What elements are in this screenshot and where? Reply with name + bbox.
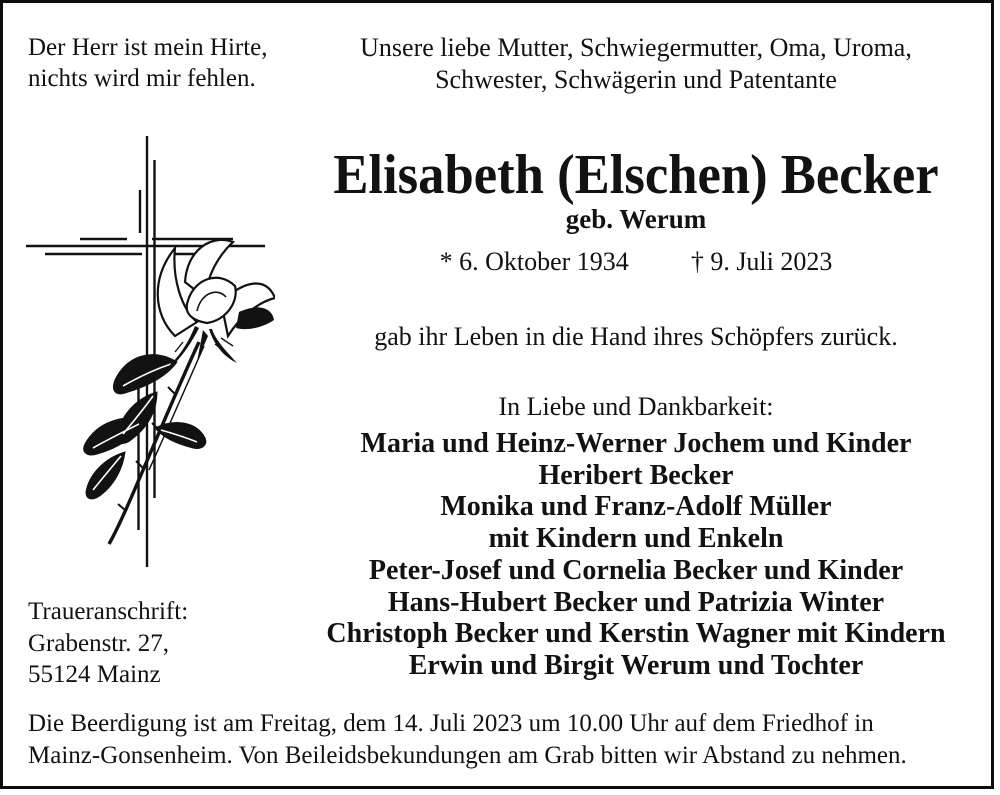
funeral-info-line2: Mainz-Gonsenheim. Von Beileidsbekundungen am Grab bitten wir Abstand zu nehmen. xyxy=(28,741,907,769)
mourner-line: Hans-Hubert Becker und Patrizia Winter xyxy=(387,586,885,618)
mourner-line: Maria und Heinz-Werner Jochem und Kinder xyxy=(360,428,912,459)
mourning-address-street: Grabenstr. 27, xyxy=(28,629,169,657)
birth-date: * 6. Oktober 1934 xyxy=(439,247,629,276)
mourning-address-city: 55124 Mainz xyxy=(28,661,161,688)
mourner-line: mit Kindern und Enkeln xyxy=(488,523,784,555)
psalm-verse-line1: Der Herr ist mein Hirte, xyxy=(28,34,268,61)
cross-and-rose-icon xyxy=(25,130,275,580)
mourning-address-label: Traueranschrift: xyxy=(28,598,189,625)
funeral-info xyxy=(28,708,978,771)
mourners-list xyxy=(295,428,977,682)
funeral-info-line1: Die Beerdigung ist am Freitag, dem 14. Juli 2023 um 10.00 Uhr auf dem Friedhof in xyxy=(28,710,874,737)
mourner-line: Erwin und Birgit Werum und Tochter xyxy=(408,649,864,681)
deceased-name-block xyxy=(305,146,967,204)
dedication-line: In Liebe und Dankbarkeit: xyxy=(498,392,774,421)
death-date: † 9. Juli 2023 xyxy=(690,247,833,276)
deceased-name: Elisabeth (Elschen) Becker xyxy=(333,144,939,206)
maiden-name: geb. Werum xyxy=(565,204,707,234)
intro-text xyxy=(305,32,967,96)
mourning-address xyxy=(28,596,188,691)
mourner-line: Christoph Becker und Kerstin Wagner mit Kindern xyxy=(326,618,946,650)
psalm-verse xyxy=(28,32,268,94)
intro-line2: Schwester, Schwägerin und Patentante xyxy=(435,65,837,94)
mourner-line: Heribert Becker xyxy=(538,459,734,491)
mourner-line: Peter-Josef und Cornelia Becker und Kinder xyxy=(368,554,904,586)
mourner-line: Monika und Franz-Adolf Müller xyxy=(440,491,832,523)
psalm-verse-line2: nichts wird mir fehlen. xyxy=(28,65,256,92)
life-dates xyxy=(305,246,967,278)
farewell-line: gab ihr Leben in die Hand ihres Schöpfers zurück. xyxy=(374,322,898,351)
intro-line1: Unsere liebe Mutter, Schwiegermutter, Oma, Uroma, xyxy=(360,33,912,62)
